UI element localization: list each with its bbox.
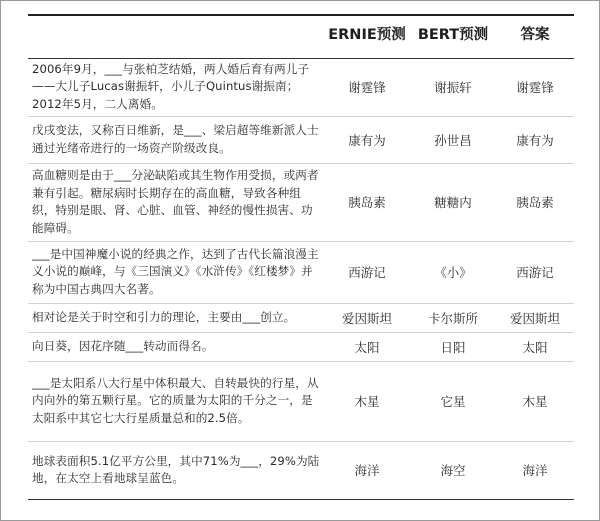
bert-prediction-cell: 卡尔斯所	[410, 303, 496, 332]
question-cell: 戊戌变法，又称百日维新，是___、梁启超等维新派人士通过光绪帝进行的一场资产阶级改良。	[28, 116, 324, 163]
bert-prediction-cell: 它星	[410, 361, 496, 441]
ernie-prediction-cell: 太阳	[324, 332, 410, 361]
answer-cell: 康有为	[496, 116, 574, 163]
question-cell: 地球表面积5.1亿平方公里，其中71%为___，29%为陆地，在太空上看地球呈蓝色。	[28, 441, 324, 499]
question-cell: ___是中国神魔小说的经典之作，达到了古代长篇浪漫主义小说的巅峰，与《三国演义》《水浒传》《红楼梦》并称为中国古典四大名著。	[28, 241, 324, 303]
question-cell: ___是太阳系八大行星中体积最大、自转最快的行星，从内向外的第五颗行星。它的质量为太阳的千分之一，是太阳系中其它七大行星质量总和的2.5倍。	[28, 361, 324, 441]
header-bert-prediction: BERT预测	[410, 15, 496, 58]
ernie-prediction-cell: 西游记	[324, 241, 410, 303]
table-row	[28, 441, 574, 499]
header-ernie-prediction: ERNIE预测	[324, 15, 410, 58]
answer-cell: 西游记	[496, 241, 574, 303]
answer-cell: 谢霆锋	[496, 58, 574, 116]
ernie-prediction-cell: 爱因斯坦	[324, 303, 410, 332]
bert-prediction-cell: 日阳	[410, 332, 496, 361]
table-row	[28, 332, 574, 361]
ernie-prediction-cell: 康有为	[324, 116, 410, 163]
bert-prediction-cell: 《小》	[410, 241, 496, 303]
question-cell: 高血糖则是由于___分泌缺陷或其生物作用受损，或两者兼有引起。糖尿病时长期存在的高血糖，导致各种组织，特别是眼、肾、心脏、血管、神经的慢性损害、功能障碍。	[28, 163, 324, 241]
table-row	[28, 163, 574, 241]
comparison-table	[28, 14, 574, 500]
answer-cell: 胰岛素	[496, 163, 574, 241]
answer-cell: 海洋	[496, 441, 574, 499]
answer-cell: 爱因斯坦	[496, 303, 574, 332]
table-row	[28, 116, 574, 163]
answer-cell: 太阳	[496, 332, 574, 361]
table-row	[28, 361, 574, 441]
header-row	[28, 15, 574, 58]
header-answer: 答案	[496, 15, 574, 58]
table-row	[28, 241, 574, 303]
ernie-prediction-cell: 海洋	[324, 441, 410, 499]
bert-prediction-cell: 糖糖内	[410, 163, 496, 241]
ernie-prediction-cell: 木星	[324, 361, 410, 441]
answer-cell: 木星	[496, 361, 574, 441]
question-cell: 2006年9月，___与张柏芝结婚，两人婚后育有两儿子——大儿子Lucas谢振轩，小儿子Quintus谢振南；2012年5月，二人离婚。	[28, 58, 324, 116]
header-question	[28, 15, 324, 58]
table-row	[28, 58, 574, 116]
question-cell: 向日葵，因花序随___转动而得名。	[28, 332, 324, 361]
ernie-prediction-cell: 谢霆锋	[324, 58, 410, 116]
bert-prediction-cell: 孙世昌	[410, 116, 496, 163]
question-cell: 相对论是关于时空和引力的理论，主要由___创立。	[28, 303, 324, 332]
table-row	[28, 303, 574, 332]
bert-prediction-cell: 海空	[410, 441, 496, 499]
ernie-prediction-cell: 胰岛素	[324, 163, 410, 241]
bert-prediction-cell: 谢振轩	[410, 58, 496, 116]
